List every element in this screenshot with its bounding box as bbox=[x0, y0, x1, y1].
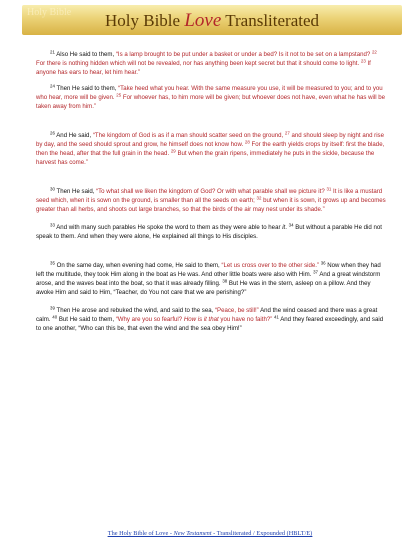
page-footer bbox=[0, 530, 420, 537]
words-of-jesus: but when it is sown, it grows up and becomes greater than all herbs, and shoots out large branches, so that the birds of the air may nest under its shade.” bbox=[36, 197, 386, 213]
verse-number: 30 bbox=[50, 186, 55, 192]
verse-number: 36 bbox=[320, 260, 326, 266]
paragraph-verses-26-29: $^{26}$ And He said, “The kingdom of God is as if a man should scatter seed on the ground, $^{27}$ and should sleep by night and rise by day, and the seed should sprout and grow, he himself does not know how. $^{28}$ For the earth yields crops by itself: first the blade, then the head, after that the full grain in the head. $^{29}$ But when the grain ripens, immediately he puts in the sickle, because the harvest has come.” bbox=[36, 130, 385, 166]
verse-number: 27 bbox=[284, 130, 290, 136]
verse-number: 26 bbox=[50, 130, 55, 136]
verse-number: 39 bbox=[50, 305, 55, 311]
scripture-text bbox=[36, 50, 386, 333]
paragraph-verses-21-23: $^{21}$ Also He said to them, “Is a lamp brought to be put under a basket or under a bed? Is it not to be set on a lampstand? $^{22}$ For there is nothing hidden which will not be revealed, nor has anything been kept secret but that it should come to light. $^{23}$ If anyone has ears to hear, let him hear.” bbox=[36, 49, 377, 76]
words-of-jesus: But when the grain ripens, immediately he puts in the sickle, because the harvest has come.” bbox=[36, 150, 375, 166]
words-of-jesus: For whoever has, to him more will be given; but whoever does not have, even what he has will be taken away from him.” bbox=[36, 94, 386, 110]
words-of-jesus: “To what shall we liken the kingdom of God? Or with what parable shall we picture it? bbox=[96, 188, 325, 195]
verse-number: 32 bbox=[256, 195, 262, 201]
verse-number: 23 bbox=[360, 58, 366, 64]
verse-number: 40 bbox=[52, 314, 58, 320]
verse-number: 21 bbox=[50, 49, 55, 55]
words-of-jesus: If anyone has ears to hear, let him hear.” bbox=[36, 60, 371, 76]
words-of-jesus: you have no faith?” bbox=[218, 316, 273, 323]
words-of-jesus: “Is a lamp brought to be put under a basket or under a bed? Is it not to be set on a lampstand? bbox=[115, 51, 371, 58]
footer-link[interactable]: The Holy Bible of Love - New Testament - Transliterated / Expounded (HBLT/E) bbox=[107, 530, 313, 537]
paragraph-verses-33-34: $^{33}$ And with many such parables He spoke the word to them as they were able to hear it. $^{34}$ But without a parable He did not speak to them. And when they were alone, He explained all things to His disciples. bbox=[36, 222, 382, 240]
paragraph-verses-30-32: $^{30}$ Then He said, “To what shall we liken the kingdom of God? Or with what parable shall we picture it? $^{31}$ It is like a mustard seed which, when it is sown on the ground, is smaller than all the seeds on earth; $^{32}$ but when it is sown, it grows up and becomes greater than all herbs, and shoots out large branches, so that the birds of the air may nest under its shade.” bbox=[36, 186, 386, 213]
verse-number: 35 bbox=[50, 260, 55, 266]
verse-number: 33 bbox=[50, 222, 55, 228]
header-banner bbox=[22, 5, 402, 35]
banner-decoration: Holy Bible bbox=[27, 7, 72, 18]
words-of-jesus: It is like a mustard seed which, when it is sown on the ground, is smaller than all the seeds on earth; bbox=[36, 188, 383, 204]
words-of-jesus: For there is nothing hidden which will not be revealed, nor has anything been kept secret but that it should come to light. bbox=[36, 60, 360, 67]
paragraph-verses-35-38: $^{35}$ On the same day, when evening had come, He said to them, “Let us cross over to the other side.” $^{36}$ Now when they had left the multitude, they took Him along in the boat as He was. And other little boats were also with Him. $^{37}$ And a great windstorm arose, and the waves beat into the boat, so that it was already filling. $^{38}$ But He was in the stern, asleep on a pillow. And they awoke Him and said to Him, “Teacher, do You not care that we are perishing?” bbox=[36, 260, 381, 296]
verse-number: 31 bbox=[326, 186, 332, 192]
verse-number: 37 bbox=[313, 269, 318, 275]
verse-number: 38 bbox=[222, 278, 228, 284]
paragraph-verses-24-25: $^{24}$ Then He said to them, “Take heed what you hear. With the same measure you use, it will be measured to you; and to you who hear, more will be given. $^{25}$ For whoever has, to him more will be given; but whoever does not have, even what he has will be taken away from him.” bbox=[36, 83, 386, 110]
verse-number: 28 bbox=[244, 139, 250, 145]
words-of-jesus: and should sleep by night and rise by day, and the seed should sprout and grow, he himself does not know how. bbox=[36, 132, 384, 148]
verse-number: 29 bbox=[170, 148, 176, 154]
paragraph-verses-39-41: $^{39}$ Then He arose and rebuked the wind, and said to the sea, “Peace, be still!” And the wind ceased and there was a great calm. $^{40}$ But He said to them, “Why are you so fearful? How is it that you have no faith?” $^{41}$ And they feared exceedingly, and said to one another, “Who can this be, that even the wind and the sea obey Him!” bbox=[36, 305, 384, 332]
banner-title-love: Love bbox=[184, 10, 222, 31]
words-of-jesus: “Let us cross over to the other side.” bbox=[221, 262, 319, 269]
words-of-jesus: “Why are you so fearful? bbox=[115, 316, 184, 323]
words-of-jesus: “The kingdom of God is as if a man should scatter seed on the ground, bbox=[92, 132, 284, 139]
verse-number: 41 bbox=[273, 314, 279, 320]
verse-number: 25 bbox=[116, 92, 122, 98]
verse-number: 24 bbox=[50, 83, 55, 89]
words-of-jesus: For the earth yields crops by itself: first the blade, then the head, after that the full grain in the head. bbox=[36, 141, 385, 157]
words-of-jesus: “Take heed what you hear. With the same measure you use, it will be measured to you; and to you who hear, more will be given. bbox=[36, 85, 383, 101]
banner-title: Holy Bible Love Transliterated bbox=[104, 10, 320, 31]
verse-number: 34 bbox=[288, 222, 294, 228]
words-of-jesus: “Peace, be still!” bbox=[215, 307, 259, 314]
verse-number: 22 bbox=[371, 49, 377, 55]
words-of-jesus-italic: How is it that bbox=[183, 316, 219, 323]
